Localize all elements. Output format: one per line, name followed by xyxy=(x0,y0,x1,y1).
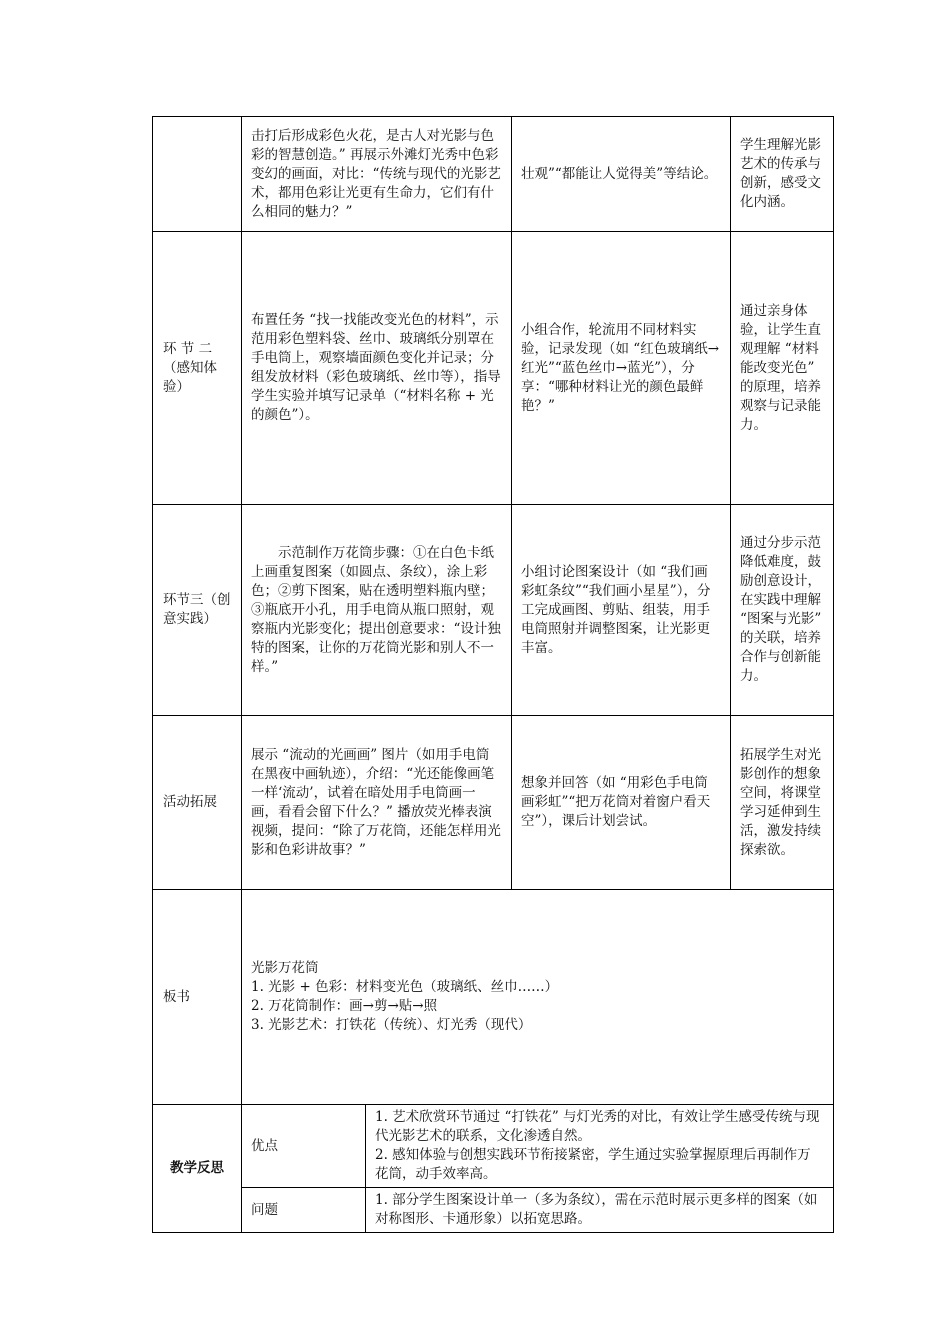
student-activity-cell: 壮观”“都能让人觉得美”等结论。 xyxy=(512,117,731,232)
board-content xyxy=(242,890,834,1105)
stage-cell: 环节三（创意实践） xyxy=(153,505,242,716)
board-title: 光影万花筒 xyxy=(251,960,319,976)
table-row xyxy=(153,232,834,505)
board-line: 2. 万花筒制作：画→剪→贴→照 xyxy=(251,998,438,1014)
problems-content xyxy=(366,1188,834,1233)
stage-cell: 活动拓展 xyxy=(153,716,242,890)
strengths-content xyxy=(366,1105,834,1188)
board-row xyxy=(153,890,834,1105)
student-activity-cell: 小组讨论图案设计（如 “我们画彩虹条纹”“我们画小星星”），分工完成画图、剪贴、组装，用手电筒照射并调整图案，让光影更丰富。 xyxy=(512,505,731,716)
stage-cell xyxy=(153,117,242,232)
problems-label: 问题 xyxy=(242,1188,366,1233)
design-intent-cell: 学生理解光影艺术的传承与创新，感受文化内涵。 xyxy=(731,117,834,232)
reflection-problems-row xyxy=(153,1188,834,1233)
stage-cell: 环 节 二（感知体验） xyxy=(153,232,242,505)
reflection-title: 教学反思 xyxy=(153,1105,242,1233)
design-intent-cell: 通过亲身体验，让学生直观理解 “材料能改变光色” 的原理，培养观察与记录能力。 xyxy=(731,232,834,505)
board-label: 板书 xyxy=(153,890,242,1105)
teacher-activity-cell: 击打后形成彩色火花，是古人对光影与色彩的智慧创造。” 再展示外滩灯光秀中色彩变幻的画面，对比：“传统与现代的光影艺术，都用色彩让光更有生命力，它们有什么相同的魅力？” xyxy=(242,117,512,232)
table-row xyxy=(153,505,834,716)
student-activity-cell: 小组合作，轮流用不同材料实验，记录发现（如 “红色玻璃纸→红光”“蓝色丝巾→蓝光”），分享：“哪种材料让光的颜色最鲜艳？” xyxy=(512,232,731,505)
table-row xyxy=(153,117,834,232)
teacher-activity-cell: 布置任务 “找一找能改变光色的材料”，示范用彩色塑料袋、丝巾、玻璃纸分别罩在手电筒上，观察墙面颜色变化并记录；分组发放材料（彩色玻璃纸、丝巾等），指导学生实验并填写记录单（“材料名称 + 光的颜色”）。 xyxy=(242,232,512,505)
table-row xyxy=(153,716,834,890)
student-activity-cell: 想象并回答（如 “用彩色手电筒画彩虹”“把万花筒对着窗户看天空”），课后计划尝试。 xyxy=(512,716,731,890)
design-intent-cell: 通过分步示范降低难度，鼓励创意设计，在实践中理解 “图案与光影” 的关联，培养合作与创新能力。 xyxy=(731,505,834,716)
strengths-label: 优点 xyxy=(242,1105,366,1188)
reflection-strengths-row xyxy=(153,1105,834,1188)
design-intent-cell: 拓展学生对光影创作的想象空间，将课堂学习延伸到生活，激发持续探索欲。 xyxy=(731,716,834,890)
lesson-plan-table xyxy=(152,116,834,1233)
teacher-activity-cell: 示范制作万花筒步骤：①在白色卡纸上画重复图案（如圆点、条纹），涂上彩色；②剪下图案，贴在透明塑料瓶内壁；③瓶底开小孔，用手电筒从瓶口照射，观察瓶内光影变化；提出创意要求：“设计独特的图案，让你的万花筒光影和别人不一样。” xyxy=(242,505,512,716)
strength-item: 1. 艺术欣赏环节通过 “打铁花” 与灯光秀的对比，有效让学生感受传统与现代光影艺术的联系，文化渗透自然。 xyxy=(375,1109,820,1144)
board-line: 1. 光影 + 色彩：材料变光色（玻璃纸、丝巾……） xyxy=(251,979,559,995)
problem-item: 1. 部分学生图案设计单一（多为条纹），需在示范时展示更多样的图案（如对称图形、卡通形象）以拓宽思路。 xyxy=(375,1192,818,1227)
teacher-activity-cell: 展示 “流动的光画画” 图片（如用手电筒在黑夜中画轨迹），介绍：“光还能像画笔一样‘流动’，试着在暗处用手电筒画一画，看看会留下什么？” 播放荧光棒表演视频，提问：“除了万花筒，还能怎样用光影和色彩讲故事？” xyxy=(242,716,512,890)
board-line: 3. 光影艺术：打铁花（传统）、灯光秀（现代） xyxy=(251,1017,532,1033)
strength-item: 2. 感知体验与创想实践环节衔接紧密，学生通过实验掌握原理后再制作万花筒，动手效率高。 xyxy=(375,1147,811,1182)
